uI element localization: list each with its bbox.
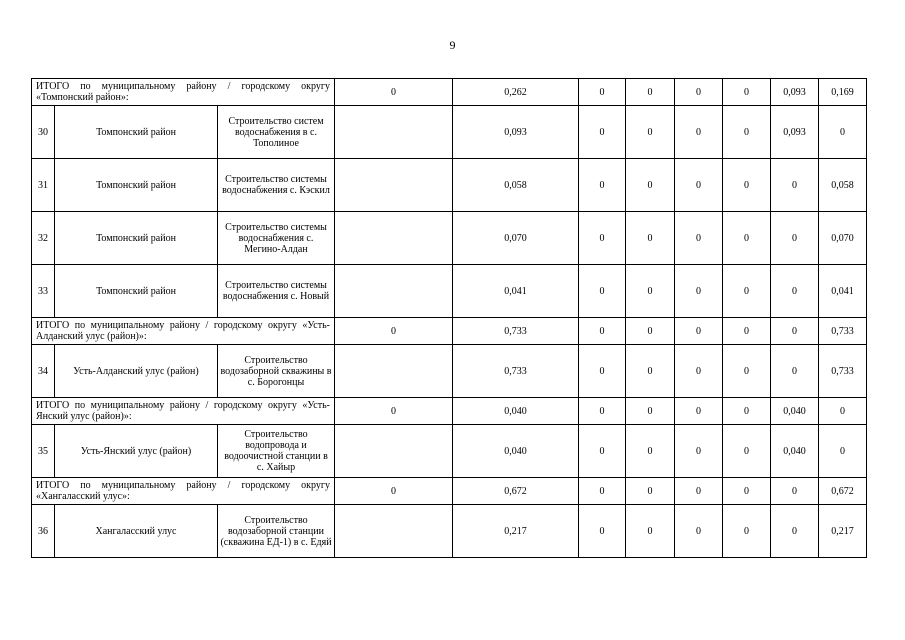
table-row — [32, 106, 867, 159]
row-number-cell: 35 — [32, 425, 55, 478]
table-row — [32, 212, 867, 265]
value-cell-1 — [335, 505, 453, 558]
value-cell-3: 0 — [579, 345, 626, 398]
row-number-cell: 36 — [32, 505, 55, 558]
value-cell-5: 0 — [675, 398, 723, 425]
value-cell-2: 0,672 — [453, 478, 579, 505]
district-cell: Томпонский район — [55, 106, 218, 159]
value-cell-2: 0,733 — [453, 345, 579, 398]
value-cell-8: 0,733 — [819, 318, 867, 345]
value-cell-3: 0 — [579, 265, 626, 318]
total-label-cell: ИТОГО по муниципальному району / городскому округу «Томпонский район»: — [32, 79, 335, 106]
value-cell-5: 0 — [675, 318, 723, 345]
value-cell-1 — [335, 106, 453, 159]
total-row — [32, 79, 867, 106]
table-row — [32, 265, 867, 318]
total-row — [32, 398, 867, 425]
value-cell-7: 0,040 — [771, 425, 819, 478]
total-label-cell: ИТОГО по муниципальному району / городскому округу «Усть-Янский улус (район)»: — [32, 398, 335, 425]
value-cell-2: 0,093 — [453, 106, 579, 159]
value-cell-2: 0,217 — [453, 505, 579, 558]
value-cell-6: 0 — [723, 345, 771, 398]
value-cell-7: 0 — [771, 318, 819, 345]
value-cell-7: 0 — [771, 345, 819, 398]
value-cell-4: 0 — [626, 318, 675, 345]
value-cell-3: 0 — [579, 505, 626, 558]
value-cell-2: 0,040 — [453, 398, 579, 425]
row-number-cell: 31 — [32, 159, 55, 212]
row-number-cell: 32 — [32, 212, 55, 265]
value-cell-2: 0,733 — [453, 318, 579, 345]
value-cell-3: 0 — [579, 398, 626, 425]
value-cell-1: 0 — [335, 79, 453, 106]
value-cell-2: 0,262 — [453, 79, 579, 106]
object-cell: Строительство водозаборной скважины в с. Борогонцы — [218, 345, 335, 398]
value-cell-6: 0 — [723, 318, 771, 345]
value-cell-8: 0 — [819, 106, 867, 159]
object-cell: Строительство водопровода и водоочистной станции в с. Хайыр — [218, 425, 335, 478]
value-cell-2: 0,070 — [453, 212, 579, 265]
value-cell-6: 0 — [723, 265, 771, 318]
value-cell-5: 0 — [675, 425, 723, 478]
value-cell-7: 0 — [771, 505, 819, 558]
value-cell-8: 0 — [819, 398, 867, 425]
value-cell-6: 0 — [723, 212, 771, 265]
value-cell-4: 0 — [626, 265, 675, 318]
value-cell-4: 0 — [626, 478, 675, 505]
value-cell-7: 0,093 — [771, 106, 819, 159]
value-cell-1 — [335, 425, 453, 478]
value-cell-2: 0,040 — [453, 425, 579, 478]
row-number-cell: 30 — [32, 106, 55, 159]
total-row — [32, 318, 867, 345]
value-cell-4: 0 — [626, 79, 675, 106]
district-cell: Томпонский район — [55, 265, 218, 318]
table-row — [32, 505, 867, 558]
value-cell-5: 0 — [675, 159, 723, 212]
total-label-cell: ИТОГО по муниципальному району / городскому округу «Усть-Алданский улус (район)»: — [32, 318, 335, 345]
value-cell-8: 0,058 — [819, 159, 867, 212]
district-cell: Усть-Янский улус (район) — [55, 425, 218, 478]
value-cell-5: 0 — [675, 345, 723, 398]
value-cell-5: 0 — [675, 212, 723, 265]
value-cell-5: 0 — [675, 478, 723, 505]
value-cell-2: 0,041 — [453, 265, 579, 318]
value-cell-1 — [335, 159, 453, 212]
value-cell-3: 0 — [579, 478, 626, 505]
value-cell-4: 0 — [626, 425, 675, 478]
value-cell-6: 0 — [723, 505, 771, 558]
value-cell-6: 0 — [723, 79, 771, 106]
row-number-cell: 33 — [32, 265, 55, 318]
value-cell-3: 0 — [579, 318, 626, 345]
value-cell-7: 0 — [771, 159, 819, 212]
value-cell-8: 0,217 — [819, 505, 867, 558]
table-row — [32, 345, 867, 398]
value-cell-3: 0 — [579, 212, 626, 265]
value-cell-1 — [335, 345, 453, 398]
value-cell-1 — [335, 212, 453, 265]
value-cell-4: 0 — [626, 398, 675, 425]
object-cell: Строительство систем водоснабжения в с. Тополиное — [218, 106, 335, 159]
object-cell: Строительство системы водоснабжения с. Новый — [218, 265, 335, 318]
value-cell-4: 0 — [626, 212, 675, 265]
value-cell-8: 0 — [819, 425, 867, 478]
value-cell-2: 0,058 — [453, 159, 579, 212]
object-cell: Строительство системы водоснабжения с. Кэскил — [218, 159, 335, 212]
value-cell-5: 0 — [675, 106, 723, 159]
row-number-cell: 34 — [32, 345, 55, 398]
value-cell-6: 0 — [723, 425, 771, 478]
table-row — [32, 159, 867, 212]
data-table — [31, 78, 867, 558]
district-cell: Усть-Алданский улус (район) — [55, 345, 218, 398]
value-cell-4: 0 — [626, 106, 675, 159]
value-cell-4: 0 — [626, 345, 675, 398]
value-cell-7: 0,093 — [771, 79, 819, 106]
value-cell-7: 0 — [771, 212, 819, 265]
value-cell-6: 0 — [723, 398, 771, 425]
value-cell-8: 0,070 — [819, 212, 867, 265]
value-cell-5: 0 — [675, 79, 723, 106]
value-cell-1: 0 — [335, 318, 453, 345]
value-cell-5: 0 — [675, 265, 723, 318]
value-cell-5: 0 — [675, 505, 723, 558]
value-cell-3: 0 — [579, 425, 626, 478]
table-row — [32, 425, 867, 478]
page-number: 9 — [449, 38, 456, 52]
value-cell-6: 0 — [723, 106, 771, 159]
value-cell-8: 0,733 — [819, 345, 867, 398]
object-cell: Строительство системы водоснабжения с. Мегино-Алдан — [218, 212, 335, 265]
value-cell-1: 0 — [335, 478, 453, 505]
value-cell-4: 0 — [626, 159, 675, 212]
total-row — [32, 478, 867, 505]
value-cell-7: 0,040 — [771, 398, 819, 425]
value-cell-7: 0 — [771, 478, 819, 505]
value-cell-7: 0 — [771, 265, 819, 318]
value-cell-1 — [335, 265, 453, 318]
value-cell-3: 0 — [579, 79, 626, 106]
district-cell: Хангаласский улус — [55, 505, 218, 558]
district-cell: Томпонский район — [55, 159, 218, 212]
total-label-cell: ИТОГО по муниципальному району / городскому округу «Хангаласский улус»: — [32, 478, 335, 505]
object-cell: Строительство водозаборной станции (скважина ЕД-1) в с. Едяй — [218, 505, 335, 558]
value-cell-6: 0 — [723, 159, 771, 212]
value-cell-4: 0 — [626, 505, 675, 558]
value-cell-8: 0,169 — [819, 79, 867, 106]
value-cell-8: 0,672 — [819, 478, 867, 505]
value-cell-6: 0 — [723, 478, 771, 505]
district-cell: Томпонский район — [55, 212, 218, 265]
value-cell-3: 0 — [579, 159, 626, 212]
value-cell-3: 0 — [579, 106, 626, 159]
value-cell-1: 0 — [335, 398, 453, 425]
value-cell-8: 0,041 — [819, 265, 867, 318]
